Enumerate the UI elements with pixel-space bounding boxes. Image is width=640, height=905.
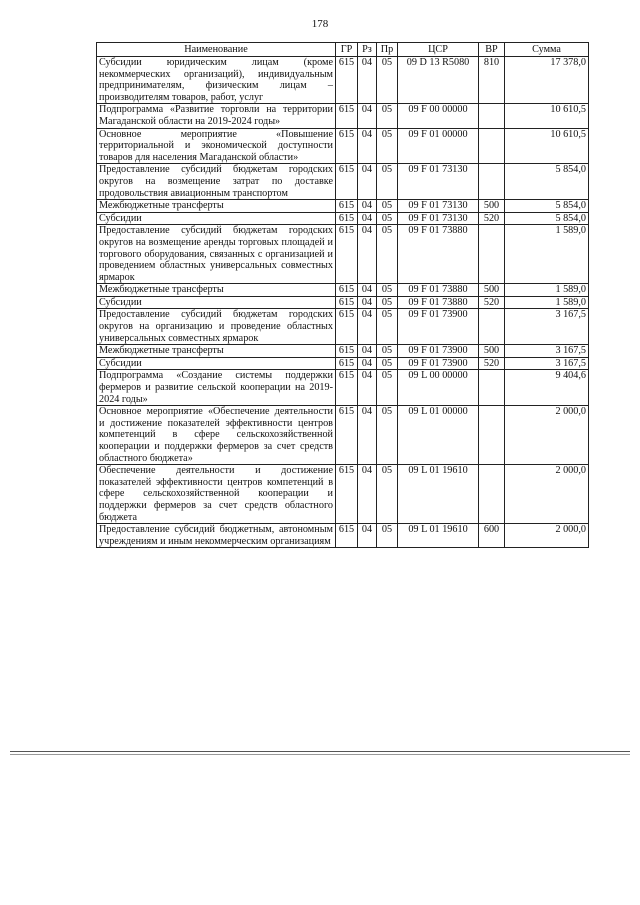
cell-gr: 615: [336, 225, 358, 284]
cell-csr: 09 F 01 00000: [398, 128, 479, 164]
cell-name: Подпрограмма «Развитие торговли на территории Магаданской области на 2019-2024 годы»: [97, 104, 336, 128]
cell-name: Подпрограмма «Создание системы поддержки фермеров и развитие сельской кооперации на 2019-2024 годы»: [97, 370, 336, 406]
cell-rz: 04: [358, 57, 377, 104]
cell-sum: 3 167,5: [505, 309, 589, 345]
budget-table: [96, 42, 589, 548]
cell-rz: 04: [358, 465, 377, 524]
cell-csr: 09 F 01 73900: [398, 357, 479, 370]
cell-pr: 05: [377, 296, 398, 309]
cell-vr: [479, 225, 505, 284]
cell-sum: 2 000,0: [505, 465, 589, 524]
cell-pr: 05: [377, 370, 398, 406]
cell-rz: 04: [358, 212, 377, 225]
cell-name: Субсидии: [97, 212, 336, 225]
footer-divider-secondary: [10, 754, 630, 755]
cell-csr: 09 F 00 00000: [398, 104, 479, 128]
cell-pr: 05: [377, 345, 398, 358]
column-header-csr: ЦСР: [398, 43, 479, 57]
cell-vr: [479, 406, 505, 465]
cell-sum: 3 167,5: [505, 345, 589, 358]
table-row: [97, 57, 589, 104]
table-body: [97, 57, 589, 548]
cell-sum: 2 000,0: [505, 406, 589, 465]
cell-name: Основное мероприятие «Обеспечение деятельности и достижение показателей эффективности центров компетенций в сфере сельскохозяйственной кооперации и поддержки фермеров за счет средств областного бюджета»: [97, 406, 336, 465]
cell-pr: 05: [377, 164, 398, 200]
column-header-sum: Сумма: [505, 43, 589, 57]
table-row: [97, 200, 589, 213]
cell-sum: 1 589,0: [505, 225, 589, 284]
cell-rz: 04: [358, 225, 377, 284]
cell-name: Межбюджетные трансферты: [97, 284, 336, 297]
cell-gr: 615: [336, 296, 358, 309]
cell-pr: 05: [377, 309, 398, 345]
cell-rz: 04: [358, 309, 377, 345]
cell-sum: 10 610,5: [505, 104, 589, 128]
table-row: [97, 370, 589, 406]
cell-gr: 615: [336, 370, 358, 406]
cell-rz: 04: [358, 524, 377, 548]
cell-vr: [479, 465, 505, 524]
cell-csr: 09 F 01 73900: [398, 345, 479, 358]
cell-rz: 04: [358, 104, 377, 128]
cell-vr: [479, 104, 505, 128]
table-row: [97, 296, 589, 309]
cell-csr: 09 F 01 73880: [398, 296, 479, 309]
cell-rz: 04: [358, 406, 377, 465]
column-header-pr: Пр: [377, 43, 398, 57]
cell-name: Субсидии: [97, 296, 336, 309]
table-row: [97, 524, 589, 548]
cell-name: Межбюджетные трансферты: [97, 345, 336, 358]
cell-rz: 04: [358, 296, 377, 309]
cell-pr: 05: [377, 524, 398, 548]
cell-name: Предоставление субсидий бюджетам городских округов на возмещение аренды торговых площадей и торгового оборудования, связанных с организацией и проведением областных универсальных совместных ярмарок: [97, 225, 336, 284]
table-row: [97, 345, 589, 358]
cell-gr: 615: [336, 406, 358, 465]
table-row: [97, 104, 589, 128]
cell-gr: 615: [336, 128, 358, 164]
cell-name: Обеспечение деятельности и достижение показателей эффективности центров компетенций в сфере сельскохозяйственной кооперации и поддержки фермеров за счет средств областного бюджета: [97, 465, 336, 524]
cell-rz: 04: [358, 284, 377, 297]
cell-vr: 500: [479, 345, 505, 358]
cell-vr: 810: [479, 57, 505, 104]
cell-vr: 520: [479, 212, 505, 225]
cell-csr: 09 L 01 19610: [398, 524, 479, 548]
cell-pr: 05: [377, 104, 398, 128]
table-row: [97, 164, 589, 200]
cell-csr: 09 F 01 73900: [398, 309, 479, 345]
cell-vr: [479, 309, 505, 345]
column-header-vr: ВР: [479, 43, 505, 57]
cell-rz: 04: [358, 370, 377, 406]
cell-name: Предоставление субсидий бюджетным, автономным учреждениям и иным некоммерческим организациям: [97, 524, 336, 548]
cell-sum: 3 167,5: [505, 357, 589, 370]
cell-name: Предоставление субсидий бюджетам городских округов на организацию и проведение областных универсальных совместных ярмарок: [97, 309, 336, 345]
cell-vr: 520: [479, 357, 505, 370]
cell-name: Субсидии юридическим лицам (кроме некоммерческих организаций), индивидуальным предпринимателям, физическим лицам – производителям товаров, работ, услуг: [97, 57, 336, 104]
cell-csr: 09 F 01 73880: [398, 225, 479, 284]
table-row: [97, 225, 589, 284]
cell-sum: 1 589,0: [505, 284, 589, 297]
table-row: [97, 284, 589, 297]
cell-gr: 615: [336, 357, 358, 370]
cell-vr: [479, 128, 505, 164]
cell-pr: 05: [377, 212, 398, 225]
cell-vr: 520: [479, 296, 505, 309]
column-header-rz: Рз: [358, 43, 377, 57]
column-header-name: Наименование: [97, 43, 336, 57]
cell-name: Предоставление субсидий бюджетам городских округов на возмещение затрат по доставке продовольствия авиационным транспортом: [97, 164, 336, 200]
cell-pr: 05: [377, 225, 398, 284]
cell-gr: 615: [336, 309, 358, 345]
cell-sum: 5 854,0: [505, 164, 589, 200]
cell-sum: 9 404,6: [505, 370, 589, 406]
cell-sum: 10 610,5: [505, 128, 589, 164]
cell-gr: 615: [336, 164, 358, 200]
cell-csr: 09 F 01 73130: [398, 200, 479, 213]
table-header-row: [97, 43, 589, 57]
cell-sum: 5 854,0: [505, 212, 589, 225]
cell-pr: 05: [377, 200, 398, 213]
table-row: [97, 406, 589, 465]
cell-name: Основное мероприятие «Повышение территориальной и экономической доступности товаров для населения Магаданской области»: [97, 128, 336, 164]
cell-sum: 2 000,0: [505, 524, 589, 548]
cell-rz: 04: [358, 357, 377, 370]
cell-sum: 1 589,0: [505, 296, 589, 309]
cell-csr: 09 D 13 R5080: [398, 57, 479, 104]
cell-vr: [479, 370, 505, 406]
cell-sum: 5 854,0: [505, 200, 589, 213]
cell-pr: 05: [377, 284, 398, 297]
cell-csr: 09 F 01 73880: [398, 284, 479, 297]
cell-csr: 09 F 01 73130: [398, 212, 479, 225]
cell-vr: 500: [479, 200, 505, 213]
cell-name: Межбюджетные трансферты: [97, 200, 336, 213]
cell-vr: [479, 164, 505, 200]
table-row: [97, 309, 589, 345]
cell-sum: 17 378,0: [505, 57, 589, 104]
cell-gr: 615: [336, 284, 358, 297]
cell-rz: 04: [358, 200, 377, 213]
cell-vr: 500: [479, 284, 505, 297]
table-row: [97, 212, 589, 225]
cell-rz: 04: [358, 345, 377, 358]
cell-rz: 04: [358, 164, 377, 200]
cell-csr: 09 F 01 73130: [398, 164, 479, 200]
table-row: [97, 357, 589, 370]
cell-gr: 615: [336, 212, 358, 225]
cell-gr: 615: [336, 104, 358, 128]
footer-divider: [10, 751, 630, 752]
page-number: 178: [311, 18, 329, 30]
cell-vr: 600: [479, 524, 505, 548]
cell-csr: 09 L 00 00000: [398, 370, 479, 406]
cell-csr: 09 L 01 00000: [398, 406, 479, 465]
cell-gr: 615: [336, 524, 358, 548]
cell-name: Субсидии: [97, 357, 336, 370]
cell-pr: 05: [377, 357, 398, 370]
table-row: [97, 128, 589, 164]
cell-rz: 04: [358, 128, 377, 164]
cell-pr: 05: [377, 406, 398, 465]
column-header-gr: ГР: [336, 43, 358, 57]
cell-pr: 05: [377, 57, 398, 104]
cell-csr: 09 L 01 19610: [398, 465, 479, 524]
cell-gr: 615: [336, 345, 358, 358]
cell-gr: 615: [336, 57, 358, 104]
table-row: [97, 465, 589, 524]
cell-gr: 615: [336, 465, 358, 524]
cell-pr: 05: [377, 128, 398, 164]
cell-gr: 615: [336, 200, 358, 213]
cell-pr: 05: [377, 465, 398, 524]
